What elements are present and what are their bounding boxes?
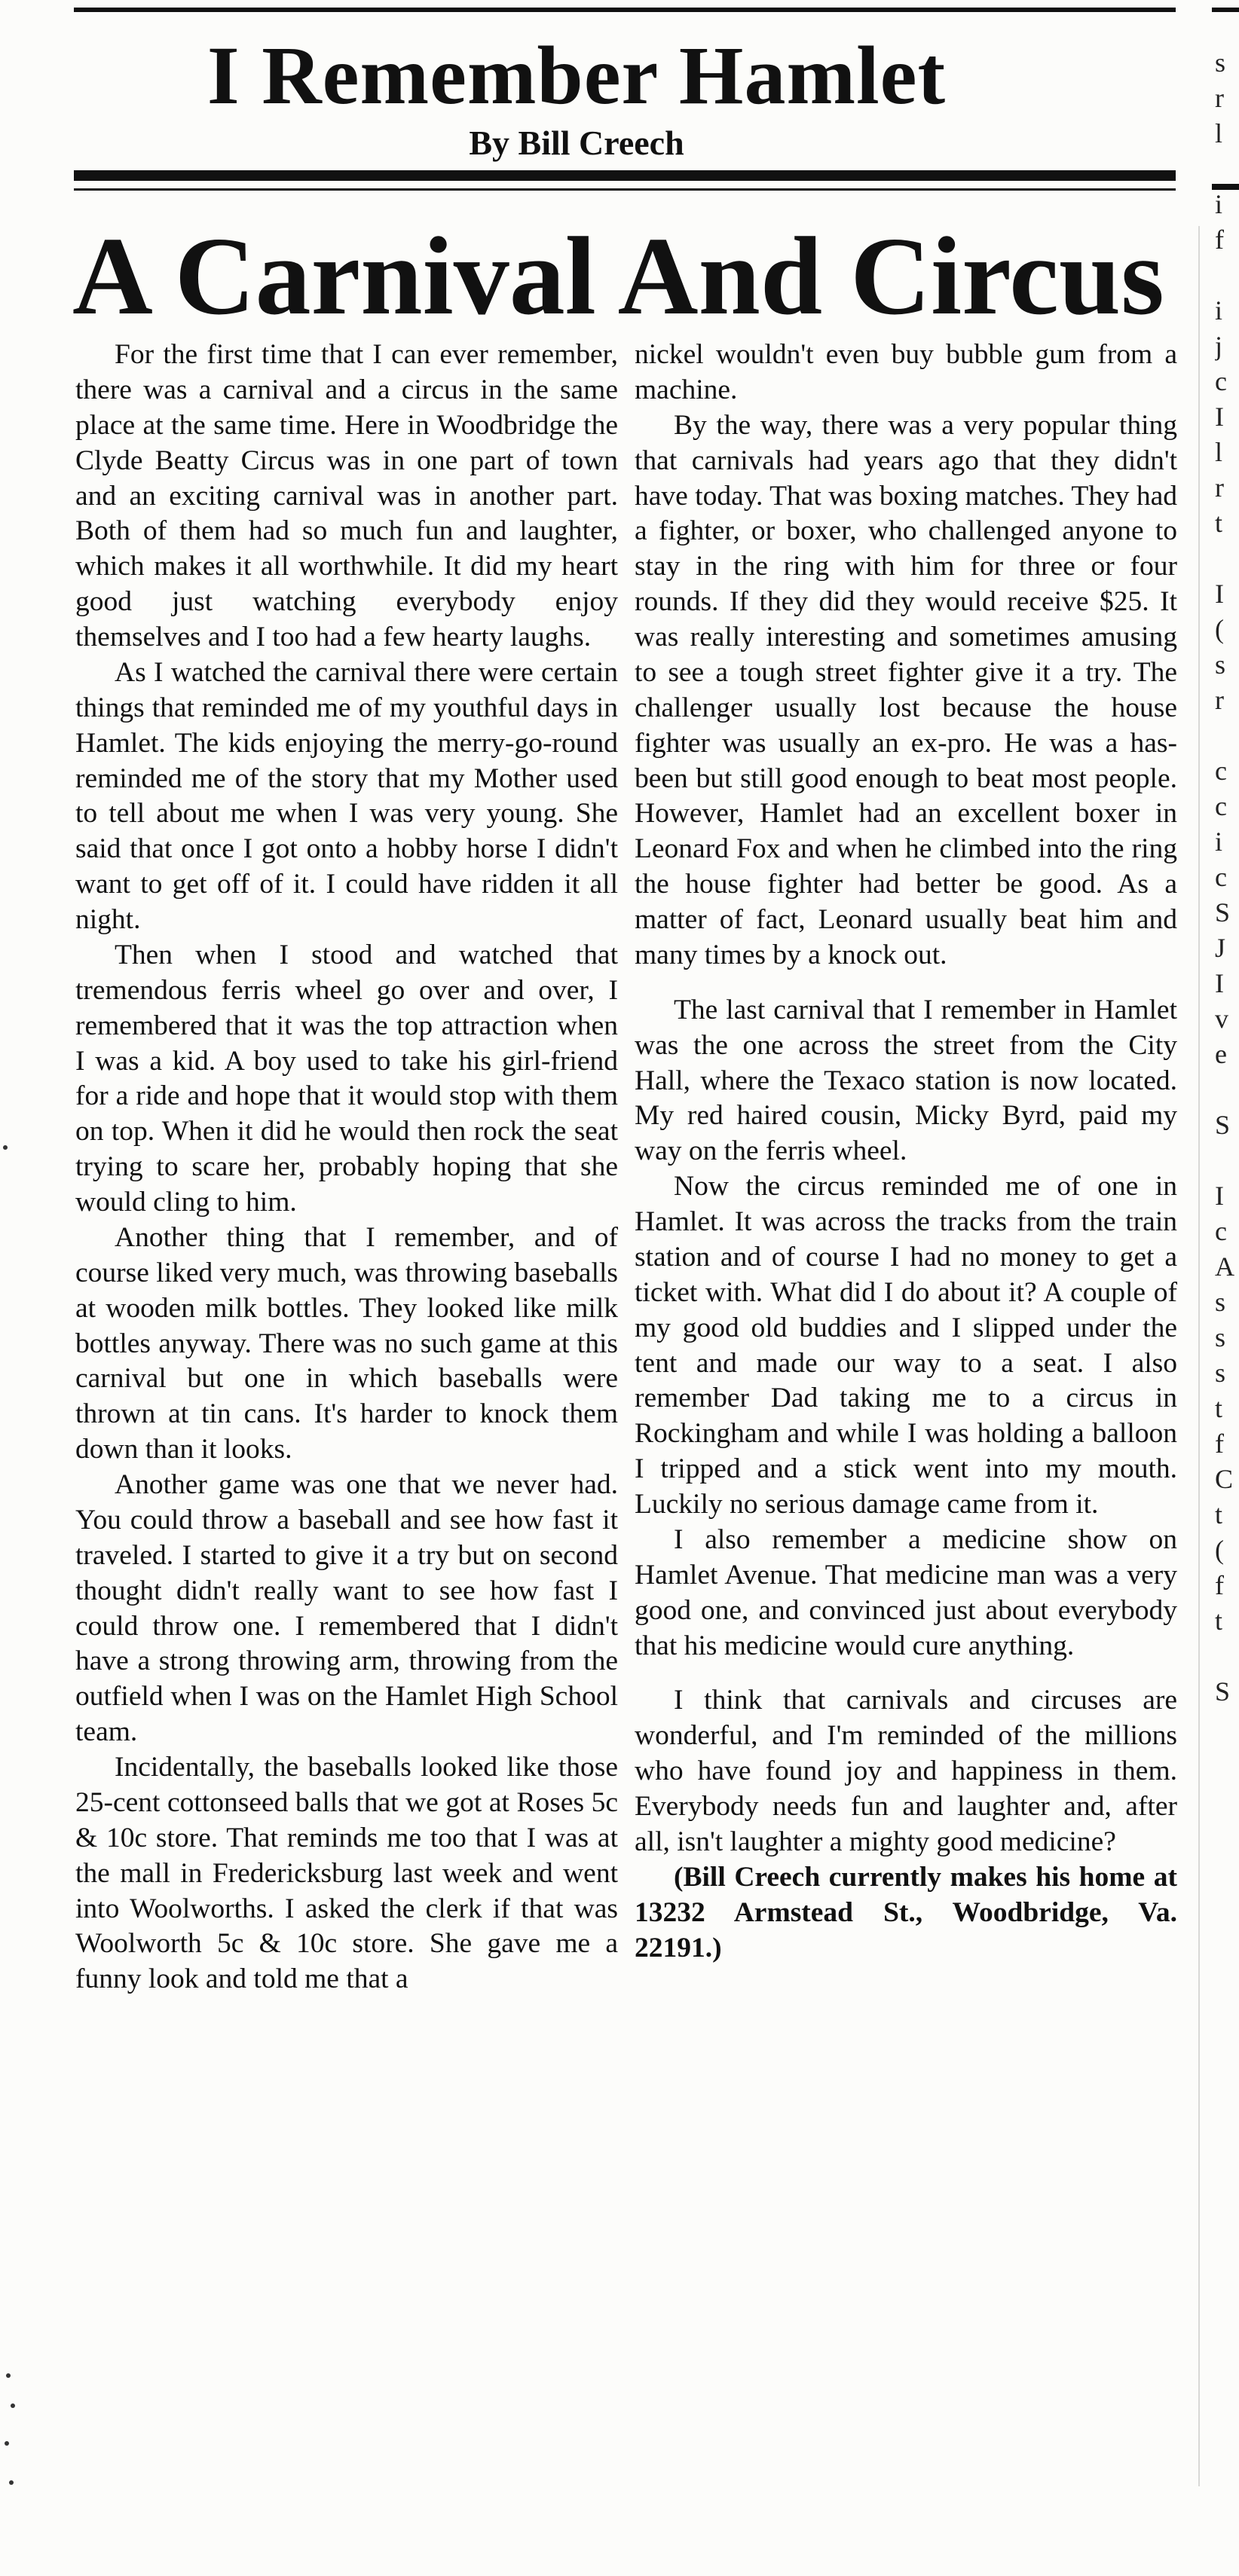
paragraph: For the first time that I can ever remember, there was a carnival and a circus in the same place at the same time. Here in Woodbridge the Clyde Beatty Circus was in one part of town and an exciting carnival was in another part. Both of them had so much fun and laughter, which makes it all worthwhile. It did my heart good just watching everybody enjoy themselves and I too had a few hearty laughs. [75,339,618,652]
fragment-letter: j [1215,331,1223,361]
fragment-letter: I [1215,579,1224,609]
neighbor-top-rule [1212,8,1239,12]
fragment-letter: ( [1215,1535,1224,1565]
paragraph: As I watched the carnival there were certain things that reminded me of my youthful days in Hamlet. The kids enjoying the merry-go-round reminded me of the story that my Mother used to tell about me when I was very young. She said that once I got onto a hobby horse I didn't want to get off of it. I could have ridden it all night. [75,656,618,935]
fragment-letter [1215,1639,1237,1674]
header-rule-thin [74,188,1176,191]
margin-speck [5,2441,9,2446]
fragment-letter: I [1215,402,1224,432]
margin-speck [6,2373,11,2378]
fragment-letter: t [1215,1393,1223,1423]
fragment-letter: s [1215,47,1226,78]
fragment-letter: ( [1215,614,1224,644]
column-divider [1198,226,1200,2486]
fragment-letter: t [1215,1606,1223,1636]
fragment-letter [1215,541,1237,576]
margin-speck [9,2480,14,2485]
paragraph: Then when I stood and watched that tremendous ferris wheel go over and over, I remembered that it was the top attraction when I was a kid. A boy used to take his girl-friend for a ride and hope that it would stop with them on top. When it did he would then rock the seat trying to scare her, probably hoping that she would cling to him. [75,939,618,1218]
fragment-letter: S [1215,1110,1231,1140]
fragment-letter: s [1215,649,1226,680]
fragment-letter [1215,1072,1237,1108]
fragment-letter: S [1215,897,1231,927]
paragraph: By the way, there was a very popular thing that carnivals had years ago that they didn't have today. That was boxing matches. They had a fighter, or boxer, who challenged anyone to stay in the ring with him for three or four rounds. If they did they would receive $25. It was really interesting and sometimes amusing to see a tough street fighter give it a try. The challenger usually lost because the house fighter was usually an ex-pro. He was a has-been but still good enough to beat most people. However, Hamlet had an excellent boxer in Leonard Fox and when he climbed into the ring the house fighter had better be good. As a matter of fact, Leonard usually beat him and many times by a knock out. [635,409,1177,970]
paragraph: Now the circus reminded me of one in Hamlet. It was across the tracks from the train station and of course I had no money to get a ticket with. What did I do about it? A couple of my good old buddies and I slipped under the tent and made our way to a seat. I also remember Dad taking me to a circus in Rockingham and while I was holding a balloon I tripped and a stick went into my mouth. Luckily no serious damage came from it. [635,1171,1177,1520]
headline: A Carnival And Circus [72,215,1164,338]
fragment-letter: c [1215,756,1227,786]
fragment-letter: l [1215,118,1223,148]
fragment-letter: c [1215,1216,1227,1246]
fragment-letter [1215,258,1237,293]
fragment-letter: r [1215,472,1224,503]
fragment-letter: r [1215,685,1224,715]
fragment-letter: J [1215,933,1226,963]
fragment-letter: C [1215,1464,1234,1494]
fragment-letter: I [1215,968,1224,998]
fragment-letter: c [1215,791,1227,821]
fragment-letter: s [1215,1287,1226,1317]
fragment-letter: l [1215,437,1223,467]
fragment-letter: s [1215,1322,1226,1352]
paragraph: Another thing that I remember, and of course liked very much, was throwing baseballs at wooden milk bottles. They looked like milk bottles anyway. There was no such game at this carnival but one in which baseballs were thrown at tin cans. It's harder to knock them down than it looks. [75,1221,618,1465]
fragment-letter: i [1215,189,1223,219]
paragraph: Incidentally, the baseballs looked like those 25-cent cottonseed balls that we got at Roses 5c & 10c store. That reminds me too that I was at the mall in Fredericksburg last week and went into Woolworths. I asked the clerk if that was Woolworth 5c & 10c store. She gave me a funny look and told me that a [75,1752,618,1995]
paragraph: I also remember a medicine show on Hamlet Avenue. That medicine man was a very good one, and convinced just about everybody that his medicine would cure anything. [635,1523,1177,1661]
fragment-letter: S [1215,1676,1231,1707]
article-column-2 [635,338,1177,2568]
fragment-letter: f [1215,225,1224,255]
fragment-letter: s [1215,1358,1226,1388]
paragraph-continued: nickel wouldn't even buy bubble gum from a machine. [635,339,1177,405]
header-rule-thick [74,170,1176,181]
margin-speck [3,1145,8,1150]
fragment-letter: c [1215,366,1227,396]
paragraph: The last carnival that I remember in Hamlet was the one across the street from the City Hall, where the Texaco station is now located. My red haired cousin, Micky Byrd, paid my way on the ferris wheel. [635,994,1177,1167]
fragment-letter: i [1215,295,1223,325]
fragment-letter: f [1215,1429,1224,1459]
fragment-letter: t [1215,1499,1223,1529]
fragment-letter: c [1215,862,1227,892]
fragment-letter: f [1215,1570,1224,1600]
fragment-letter [1215,1143,1237,1178]
top-rule [74,8,1176,12]
fragment-letter: e [1215,1039,1227,1069]
column-title: I Remember Hamlet [206,29,947,121]
fragment-letter: I [1215,1181,1224,1211]
adjacent-column-fragment [1215,45,1237,2004]
fragment-letter: A [1215,1251,1234,1282]
paragraph: I think that carnivals and circuses are wonderful, and I'm reminded of the millions who have found joy and happiness in them. Everybody needs fun and laughter and, after all, isn't laughter a mighty good medicine? [635,1685,1177,1857]
fragment-letter [1215,151,1237,187]
fragment-letter: v [1215,1004,1228,1034]
author-note: (Bill Creech currently makes his home at 13232 Armstead St., Woodbridge, Va. 22191.) [635,1861,1177,1963]
byline: By Bill Creech [469,124,684,162]
fragment-letter: t [1215,508,1223,538]
paragraph: Another game was one that we never had. You could throw a baseball and see how fast it traveled. I started to give it a try but on second thought didn't really want to see how fast I could throw one. I remembered that I didn't have a strong throwing arm, throwing from the outfield when I was on the Hamlet High School team. [75,1469,618,1748]
margin-speck [11,2403,15,2408]
fragment-letter [1215,718,1237,753]
fragment-letter: i [1215,827,1223,857]
article-column-1 [75,338,618,2568]
fragment-letter: r [1215,83,1224,113]
